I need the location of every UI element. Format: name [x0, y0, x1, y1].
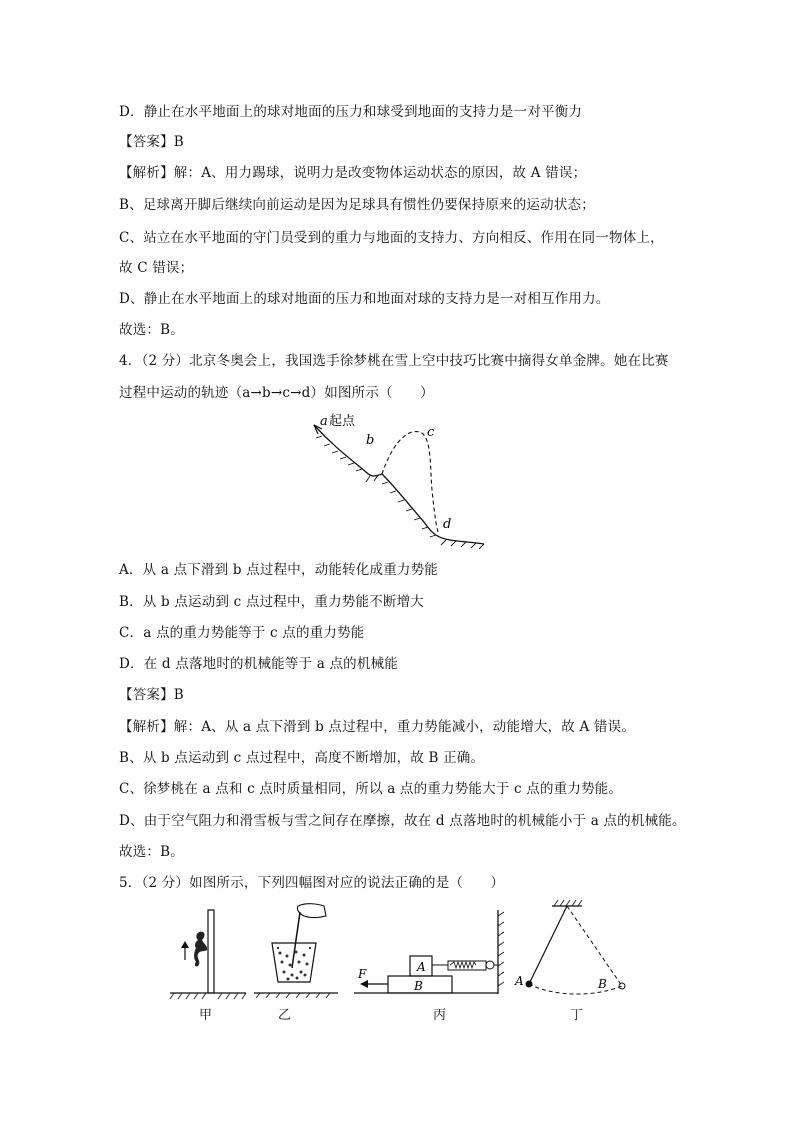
option-d: D．在 d 点落地时的机械能等于 a 点的机械能	[119, 656, 398, 672]
caption-yi: 乙	[278, 1008, 292, 1023]
text-line-7: D、静止在水平地面上的球对地面的压力和地面对球的支持力是一对相互作用力。	[119, 291, 610, 307]
spring-icon	[450, 962, 476, 968]
choice-line-2: 故选：B。	[119, 844, 184, 860]
analysis-b: B、从 b 点运动到 c 点过程中，高度不断增加，故 B 正确。	[119, 750, 485, 766]
pendulum-string-dashed	[567, 906, 622, 986]
label-b: b	[366, 433, 375, 448]
figure-ding-pendulum	[512, 896, 632, 1008]
caption-bing: 丙	[433, 1008, 447, 1023]
slope-hatching	[316, 436, 484, 549]
label-pend-a: A	[515, 974, 524, 988]
analysis-c: C、徐梦桃在 a 点和 c 点时质量相同，所以 a 点的重力势能大于 c 点的重力势能。	[119, 781, 623, 797]
text-line-6: 故 C 错误；	[119, 260, 194, 276]
label-f: F	[358, 967, 367, 981]
ski-trajectory-figure	[300, 410, 500, 555]
question-4-line-2: 过程中运动的轨迹（a→b→c→d）如图所示（ ）	[119, 385, 434, 401]
caption-jia: 甲	[199, 1008, 213, 1023]
answer-line-2: 【答案】B	[119, 687, 184, 703]
swing-arc	[529, 984, 622, 994]
label-block-b: B	[414, 979, 423, 993]
climber-icon	[194, 932, 207, 967]
choice-line-1: 故选：B。	[119, 322, 184, 338]
chopstick	[292, 912, 300, 968]
text-line-1: D．静止在水平地面上的球对地面的压力和球受到地面的支持力是一对平衡力	[119, 104, 583, 120]
caption-ding: 丁	[570, 1008, 584, 1023]
figure-yi-cup	[252, 898, 342, 998]
label-pend-b: B	[598, 977, 607, 991]
pole	[208, 910, 214, 993]
option-a: A．从 a 点下滑到 b 点过程中，动能转化成重力势能	[119, 562, 439, 578]
pendulum-ball	[526, 981, 533, 988]
analysis-line-1: 【解析】解：A、用力踢球，说明力是改变物体运动状态的原因，故 A 错误；	[119, 165, 587, 181]
flight-trajectory	[382, 432, 438, 532]
label-c: c	[427, 425, 435, 440]
label-d: d	[443, 517, 452, 532]
question-4-line-1: 4．（2 分）北京冬奥会上，我国选手徐梦桃在雪上空中技巧比赛中摘得女单金牌。她在比赛	[119, 353, 669, 369]
hand-icon	[297, 904, 326, 918]
analysis-line-2: 【解析】解：A、从 a 点下滑到 b 点过程中，重力势能减小，动能增大，故 A 错误。	[119, 719, 636, 735]
analysis-d: D、由于空气阻力和滑雪板与雪之间存在摩擦，故在 d 点落地时的机械能小于 a 点的机械能。	[119, 813, 686, 829]
figure-bing-blocks	[352, 908, 508, 1000]
option-c: C．a 点的重力势能等于 c 点的重力势能	[119, 625, 365, 641]
question-5-line: 5．（2 分）如图所示，下列四幅图对应的说法正确的是（ ）	[119, 875, 505, 891]
answer-line-1: 【答案】B	[119, 134, 184, 150]
figure-jia-climbing	[168, 900, 248, 1000]
pendulum-string	[529, 906, 567, 984]
label-a: a	[320, 414, 328, 429]
text-line-4: B、足球离开脚后继续向前运动是因为足球具有惯性仍要保持原来的运动状态；	[119, 197, 595, 213]
slope-surface	[314, 425, 484, 544]
text-line-5: C、站立在水平地面的守门员受到的重力与地面的支持力、方向相反、作用在同一物体上，	[119, 230, 664, 246]
label-block-a: A	[417, 960, 426, 974]
label-start: 起点	[329, 414, 356, 429]
option-b: B．从 b 点运动到 c 点过程中，重力势能不断增大	[119, 594, 424, 610]
